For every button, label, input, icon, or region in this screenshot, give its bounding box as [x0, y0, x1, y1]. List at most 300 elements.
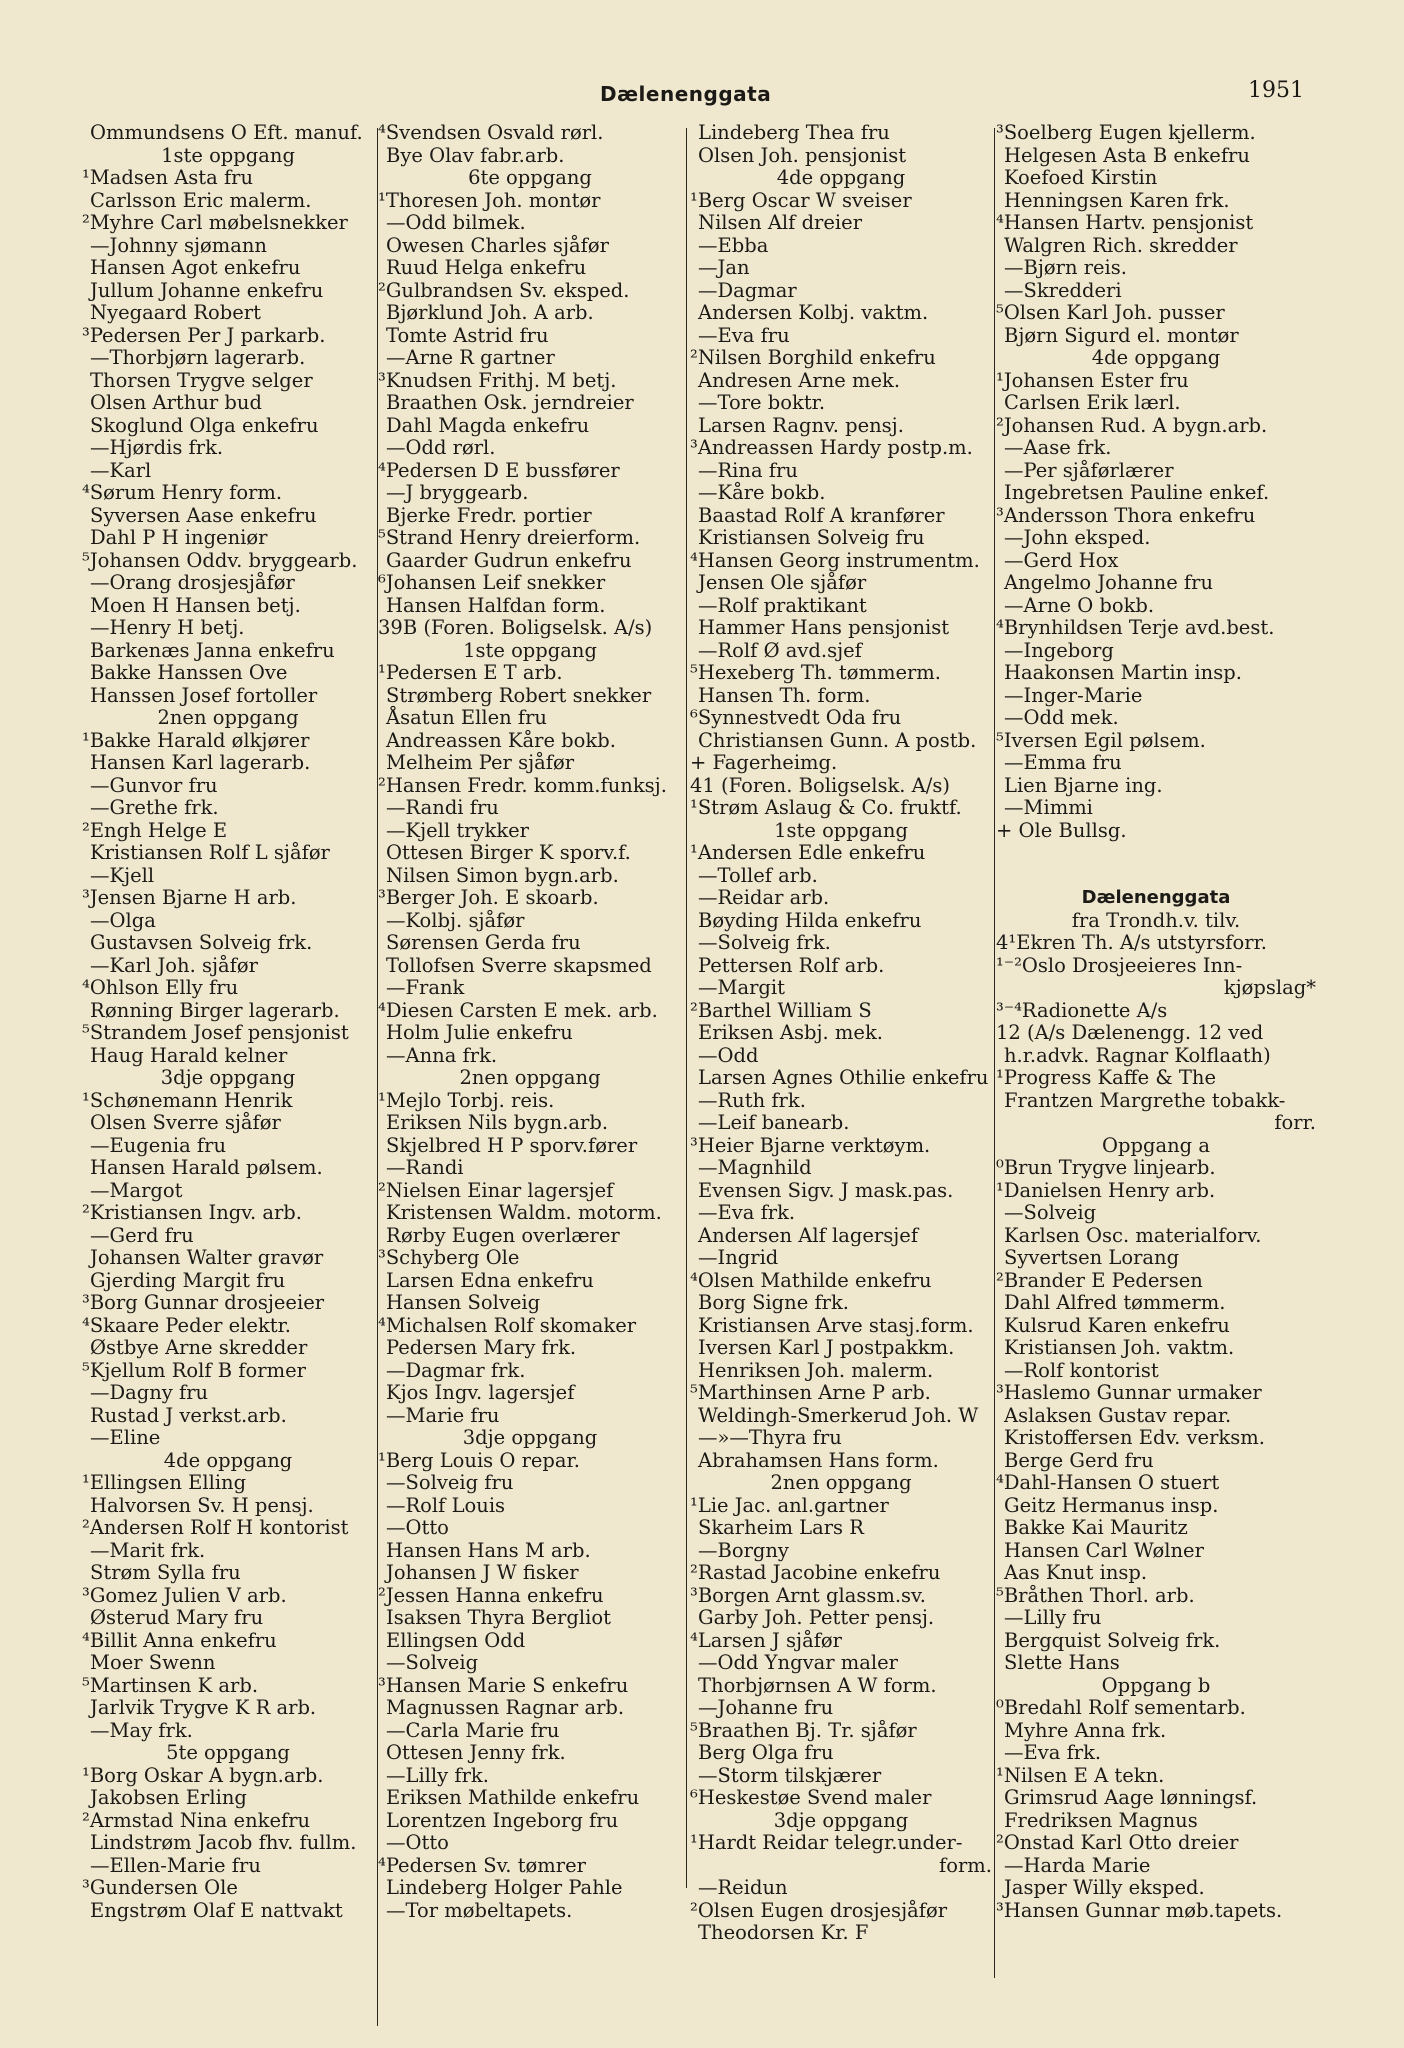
spacer: [996, 842, 1316, 865]
resident-entry: ⁶Heskestøe Svend maler: [690, 1786, 932, 1809]
resident-entry: Ommundsens O Eft. manuf.: [90, 122, 363, 144]
resident-entry: Lorentzen Ingeborg fru: [386, 1808, 619, 1832]
resident-entry: Rørby Eugen overlærer: [386, 1223, 620, 1247]
resident-entry: —»—Thyra fru: [698, 1426, 842, 1449]
resident-entry: Angelmo Johanne fru: [1004, 571, 1214, 594]
resident-entry: —Solveig: [386, 1651, 479, 1674]
resident-entry: ¹⁻²Oslo Drosjeeieres Inn-: [996, 953, 1243, 977]
resident-entry: Iversen Karl J postpakkm.: [698, 1336, 955, 1359]
resident-entry: Larsen Ragnv. pensj.: [698, 413, 904, 437]
column-divider: [994, 128, 995, 1978]
resident-entry: Kulsrud Karen enkefru: [1004, 1313, 1230, 1337]
resident-entry: Garby Joh. Petter pensj.: [698, 1606, 935, 1629]
resident-entry: Østerud Mary fru: [90, 1606, 264, 1629]
resident-entry: —Eva frk.: [1004, 1741, 1102, 1764]
resident-entry: Østbye Arne skredder: [90, 1336, 308, 1359]
resident-entry: ⁴Svendsen Osvald rørl.: [378, 122, 604, 144]
resident-entry: ²Barthel William S: [690, 998, 872, 1022]
resident-entry: ²Engh Helge E: [82, 818, 228, 842]
resident-entry: —Odd: [698, 1043, 759, 1067]
resident-entry: Ingebretsen Pauline enkef.: [1004, 481, 1270, 504]
resident-entry: —Gunvor fru: [90, 773, 218, 797]
resident-entry: Rønning Birger lagerarb.: [90, 998, 340, 1022]
resident-entry: Aas Knut insp.: [1004, 1561, 1148, 1584]
resident-entry: —Ruth frk.: [698, 1088, 806, 1112]
resident-entry: —Solveig fru: [386, 1471, 514, 1494]
resident-entry: Baastad Rolf A kranfører: [698, 503, 945, 527]
resident-entry: ³Gomez Julien V arb.: [82, 1583, 287, 1607]
resident-entry: ⁴Ohlson Elly fru: [82, 976, 239, 999]
resident-entry: Berg Olga fru: [698, 1741, 834, 1764]
resident-entry: ¹Berg Oscar W sveiser: [690, 188, 912, 212]
resident-entry: Walgren Rich. skredder: [1004, 233, 1238, 257]
directory-column-1: [82, 122, 374, 1922]
resident-entry: Tollofsen Sverre skapsmed: [386, 953, 652, 977]
resident-entry: Myhre Anna frk.: [1004, 1718, 1167, 1742]
resident-entry: Kristiansen Solveig fru: [698, 526, 925, 549]
resident-entry: ³Gundersen Ole: [82, 1876, 238, 1899]
resident-entry: Engstrøm Olaf E nattvakt: [90, 1898, 343, 1922]
resident-entry: Jasper Willy eksped.: [1004, 1876, 1205, 1899]
resident-entry: —Carla Marie fru: [386, 1718, 560, 1742]
resident-entry: Theodorsen Kr. F: [698, 1921, 869, 1944]
resident-entry: Kristoffersen Edv. verksm.: [1004, 1426, 1265, 1449]
resident-entry: —Kjell: [90, 863, 155, 887]
resident-entry: ³⁻⁴Radionette A/s: [996, 998, 1168, 1022]
resident-entry: ²Myhre Carl møbelsnekker: [82, 211, 348, 234]
resident-entry: Ellingsen Odd: [386, 1628, 526, 1652]
stairway-heading: 4de oppgang: [776, 166, 906, 189]
resident-entry: Skoglund Olga enkefru: [90, 413, 319, 437]
resident-entry: ⁴Michalsen Rolf skomaker: [378, 1313, 637, 1337]
resident-entry: Fredriksen Magnus: [1004, 1808, 1198, 1832]
resident-entry: ⁴Hansen Hartv. pensjonist: [996, 211, 1254, 234]
resident-entry: —Ellen-Marie fru: [90, 1853, 261, 1877]
resident-entry: Dahl P H ingeniør: [90, 526, 268, 549]
resident-entry: ³Borgen Arnt glassm.sv.: [690, 1583, 926, 1607]
resident-entry: —Kjell trykker: [386, 818, 529, 842]
resident-entry: Karlsen Osc. materialforv.: [1004, 1223, 1262, 1247]
resident-entry: Andreassen Kåre bokb.: [386, 728, 616, 752]
resident-entry: —Leif banearb.: [698, 1111, 850, 1134]
resident-entry: ⁴Diesen Carsten E mek. arb.: [378, 998, 658, 1022]
resident-entry: Carlsen Erik lærl.: [1004, 391, 1181, 414]
resident-entry: ⁴Pedersen D E bussfører: [378, 458, 620, 482]
resident-entry: ¹Schønemann Henrik: [82, 1088, 293, 1112]
resident-entry: ⁵Martinsen K arb.: [82, 1673, 259, 1697]
resident-entry: Bøyding Hilda enkefru: [698, 908, 922, 932]
spacer: [996, 865, 1316, 888]
resident-entry: ⁴Skaare Peder elektr.: [82, 1313, 291, 1337]
resident-entry: ⁴Hansen Georg instrumentm.: [690, 548, 980, 572]
resident-entry: ¹Ellingsen Elling: [82, 1471, 247, 1494]
resident-entry: Bjørn Sigurd el. montør: [1004, 323, 1239, 347]
resident-entry: Hansen Th. form.: [698, 683, 871, 707]
cross-street-marker: + Ole Bullsg.: [996, 818, 1127, 842]
resident-entry: —Storm tilskjærer: [698, 1763, 882, 1787]
resident-entry: Melheim Per sjåfør: [386, 751, 575, 774]
resident-entry: —Emma fru: [1004, 751, 1122, 774]
resident-entry: Gaarder Gudrun enkefru: [386, 548, 632, 572]
resident-entry: —John eksped.: [1004, 526, 1151, 549]
resident-entry: Dahl Magda enkefru: [386, 413, 590, 437]
resident-entry: ¹Madsen Asta fru: [82, 166, 254, 189]
resident-entry: —Magnhild: [698, 1156, 812, 1179]
resident-entry: —Harda Marie: [1004, 1853, 1151, 1877]
resident-entry: —Otto: [386, 1516, 449, 1539]
resident-entry: —Eugenia fru: [90, 1133, 227, 1157]
resident-entry: Gustavsen Solveig frk.: [90, 931, 313, 954]
resident-entry: —Olga: [90, 908, 156, 932]
stairway-heading: 1ste oppgang: [463, 638, 597, 662]
resident-entry: ³Pedersen Per J parkarb.: [82, 323, 326, 347]
resident-entry: —Randi fru: [386, 796, 499, 819]
resident-entry: Hansen Karl lagerarb.: [90, 751, 311, 774]
resident-entry: Weldingh-Smerkerud Joh. W: [698, 1403, 979, 1427]
resident-entry: Bye Olav fabr.arb.: [386, 143, 565, 167]
directory-column-2: [378, 122, 682, 1922]
resident-entry: Bjerke Fredr. portier: [386, 503, 592, 527]
resident-entry: ¹Strøm Aslaug & Co. fruktf.: [690, 796, 962, 819]
resident-entry: —Odd bilmek.: [386, 211, 526, 234]
stairway-heading: Oppgang a: [1102, 1133, 1210, 1157]
resident-entry: Abrahamsen Hans form.: [698, 1448, 939, 1472]
resident-entry: ⁴Billit Anna enkefru: [82, 1628, 277, 1652]
resident-entry: h.r.advk. Ragnar Kolflaath): [1004, 1043, 1271, 1067]
resident-entry: ³Knudsen Frithj. M betj.: [378, 368, 617, 392]
resident-entry: Lindeberg Thea fru: [698, 122, 890, 144]
resident-entry: —Skredderi: [1004, 278, 1122, 302]
resident-entry: ¹Progress Kaffe & The: [996, 1066, 1217, 1089]
resident-entry: ⁵Braathen Bj. Tr. sjåfør: [690, 1718, 917, 1742]
resident-entry: Hansen Halfdan form.: [386, 593, 606, 617]
resident-entry: —Odd rørl.: [386, 436, 496, 459]
resident-entry: ²Kristiansen Ingv. arb.: [82, 1201, 302, 1224]
resident-entry: Helgesen Asta B enkefru: [1004, 143, 1250, 167]
resident-entry: Thorsen Trygve selger: [90, 368, 313, 392]
resident-entry: Lien Bjarne ing.: [1004, 773, 1163, 797]
resident-entry: —Reidun: [698, 1876, 788, 1899]
resident-entry: ⁵Hexeberg Th. tømmerm.: [690, 661, 941, 684]
resident-entry: ⁵Kjellum Rolf B former: [82, 1358, 306, 1382]
resident-entry: ⁵Marthinsen Arne P arb.: [690, 1381, 931, 1404]
entry-continuation: forr.: [1274, 1111, 1316, 1134]
resident-entry: —Rina fru: [698, 458, 798, 482]
resident-entry: —Inger-Marie: [1004, 683, 1143, 707]
resident-entry: —Eline: [90, 1426, 161, 1449]
resident-entry: —Johanne fru: [698, 1696, 834, 1719]
resident-entry: —Anna frk.: [386, 1043, 498, 1067]
resident-entry: —Margit: [698, 976, 785, 999]
resident-entry: ²Armstad Nina enkefru: [82, 1808, 311, 1832]
resident-entry: Bergquist Solveig frk.: [1004, 1628, 1221, 1652]
resident-entry: —Tore boktr.: [698, 391, 826, 414]
resident-entry: —Otto: [386, 1831, 449, 1854]
resident-entry: —J bryggearb.: [386, 481, 529, 504]
resident-entry: —Eva fru: [698, 323, 790, 347]
resident-entry: ⁵Strandem Josef pensjonist: [82, 1021, 349, 1044]
resident-entry: ⁴Dahl-Hansen O stuert: [996, 1471, 1220, 1494]
resident-entry: Koefoed Kirstin: [1004, 166, 1158, 189]
resident-entry: Olsen Joh. pensjonist: [698, 143, 907, 167]
resident-entry: Berge Gerd fru: [1004, 1448, 1154, 1472]
resident-entry: Ottesen Birger K sporv.f.: [386, 841, 631, 864]
resident-entry: —Johnny sjømann: [90, 233, 267, 257]
resident-entry: —Odd mek.: [1004, 706, 1119, 729]
resident-entry: Braathen Osk. jerndreier: [386, 391, 634, 414]
stairway-heading: 4de oppgang: [163, 1448, 293, 1472]
resident-entry: Hansen Hans M arb.: [386, 1538, 591, 1562]
resident-entry: Nilsen Alf dreier: [698, 211, 863, 234]
resident-entry: —Henry H betj.: [90, 616, 245, 639]
resident-entry: Carlsson Eric malerm.: [90, 188, 312, 212]
resident-entry: Jensen Ole sjåfør: [698, 571, 867, 594]
resident-entry: ³Hansen Gunnar møb.tapets.: [996, 1898, 1283, 1922]
section-heading: Dælenenggata: [1081, 887, 1231, 908]
resident-entry: ⁶Johansen Leif snekker: [378, 571, 606, 594]
resident-entry: Grimsrud Aage lønningsf.: [1004, 1786, 1258, 1809]
resident-entry: —Arne O bokb.: [1004, 593, 1155, 617]
resident-entry: Strøm Sylla fru: [90, 1561, 241, 1584]
resident-entry: Syvertsen Lorang: [1004, 1246, 1180, 1269]
street-title: Dælenenggata: [600, 82, 772, 106]
resident-entry: ²Olsen Eugen drosjesjåfør: [690, 1898, 948, 1922]
resident-entry: Henriksen Joh. malerm.: [698, 1358, 934, 1382]
resident-entry: ¹Mejlo Torbj. reis.: [378, 1088, 555, 1112]
resident-entry: ⁴Larsen J sjåfør: [690, 1628, 842, 1652]
resident-entry: Nyegaard Robert: [90, 301, 261, 324]
resident-entry: Kristiansen Arve stasj.form.: [698, 1313, 974, 1337]
resident-entry: —Ingeborg: [1004, 638, 1114, 662]
resident-entry: ⁵Strand Henry dreierform.: [378, 526, 641, 549]
resident-entry: Geitz Hermanus insp.: [1004, 1493, 1219, 1517]
resident-entry: —May frk.: [90, 1718, 193, 1742]
page-number: 1951: [1248, 78, 1304, 103]
resident-entry: Aslaksen Gustav repar.: [1004, 1403, 1232, 1427]
resident-entry: Olsen Arthur bud: [90, 391, 262, 414]
resident-entry: Hansen Harald pølsem.: [90, 1156, 323, 1179]
resident-entry: ²Rastad Jacobine enkefru: [690, 1561, 941, 1584]
resident-entry: ³Hansen Marie S enkefru: [378, 1673, 629, 1697]
resident-entry: ⁴Pedersen Sv. tømrer: [378, 1853, 586, 1877]
resident-entry: —Rolf Louis: [386, 1493, 506, 1517]
resident-entry: —Arne R gartner: [386, 346, 555, 369]
stairway-heading: 1ste oppgang: [161, 143, 295, 167]
resident-entry: Andersen Kolbj. vaktm.: [698, 301, 929, 324]
resident-entry: ²Johansen Rud. A bygn.arb.: [996, 413, 1268, 437]
resident-entry: —Tor møbeltapets.: [386, 1898, 573, 1922]
resident-entry: ²Andersen Rolf H kontorist: [82, 1516, 349, 1539]
resident-entry: ¹Berg Louis O repar.: [378, 1448, 580, 1472]
resident-entry: Slette Hans: [1004, 1651, 1120, 1674]
resident-entry: Nilsen Simon bygn.arb.: [386, 863, 619, 887]
resident-entry: ³Jensen Bjarne H arb.: [82, 886, 297, 909]
resident-entry: —Thorbjørn lagerarb.: [90, 346, 306, 369]
resident-entry: —Marit frk.: [90, 1538, 206, 1562]
resident-entry: —Dagmar frk.: [386, 1358, 526, 1382]
column-divider: [686, 128, 687, 1888]
resident-entry: —Rolf praktikant: [698, 593, 867, 617]
resident-entry: Kristiansen Joh. vaktm.: [1004, 1336, 1235, 1359]
resident-entry: —Kolbj. sjåfør: [386, 908, 525, 932]
resident-entry: Bakke Hanssen Ove: [90, 661, 288, 684]
resident-entry: Ottesen Jenny frk.: [386, 1741, 566, 1764]
resident-entry: Larsen Agnes Othilie enkefru: [698, 1066, 989, 1089]
stairway-heading: 3dje oppgang: [160, 1066, 296, 1089]
resident-entry: ⁰Bredahl Rolf sementarb.: [996, 1696, 1246, 1719]
resident-entry: —Tollef arb.: [698, 863, 818, 887]
resident-entry: Eriksen Asbj. mek.: [698, 1021, 883, 1044]
resident-entry: ³Berger Joh. E skoarb.: [378, 886, 599, 909]
resident-entry: ¹Borg Oskar A bygn.arb.: [82, 1763, 324, 1787]
resident-entry: ²Brander E Pedersen: [996, 1268, 1203, 1292]
resident-entry: Owesen Charles sjåfør: [386, 233, 609, 257]
resident-entry: ³Schyberg Ole: [378, 1246, 520, 1269]
resident-entry: —Marie fru: [386, 1403, 500, 1427]
resident-entry: —Jan: [698, 256, 750, 279]
resident-entry: —Reidar arb.: [698, 886, 830, 909]
resident-entry: Jarlvik Trygve K R arb.: [90, 1696, 317, 1719]
stairway-heading: 6te oppgang: [468, 166, 592, 189]
resident-entry: —Margot: [90, 1178, 183, 1202]
resident-entry: Åsatun Ellen fru: [386, 706, 547, 729]
entry-continuation: form.: [939, 1853, 992, 1877]
resident-entry: —Ingrid: [698, 1246, 779, 1269]
directory-column-4: [996, 122, 1316, 1922]
resident-entry: Thorbjørnsen A W form.: [698, 1673, 937, 1697]
resident-entry: Ruud Helga enkefru: [386, 256, 587, 279]
resident-entry: Barkenæs Janna enkefru: [90, 638, 335, 662]
resident-entry: —Eva frk.: [698, 1201, 796, 1224]
resident-entry: Jullum Johanne enkefru: [90, 278, 324, 302]
resident-entry: Syversen Aase enkefru: [90, 503, 317, 527]
resident-entry: Hammer Hans pensjonist: [698, 616, 950, 639]
resident-entry: ⁵Johansen Oddv. bryggearb.: [82, 548, 358, 572]
resident-entry: Kjos Ingv. lagersjef: [386, 1381, 575, 1404]
resident-entry: —Lilly fru: [1004, 1606, 1102, 1629]
resident-entry: Kristensen Waldm. motorm.: [386, 1201, 662, 1224]
resident-entry: ²Jessen Hanna enkefru: [378, 1583, 604, 1607]
resident-entry: Bakke Kai Mauritz: [1004, 1516, 1188, 1539]
resident-entry: Holm Julie enkefru: [386, 1021, 573, 1044]
resident-entry: ¹Hardt Reidar telegr.under-: [690, 1831, 963, 1854]
resident-entry: ²Nilsen Borghild enkefru: [690, 346, 936, 369]
stairway-heading: Oppgang b: [1101, 1673, 1211, 1697]
resident-entry: ²Gulbrandsen Sv. eksped.: [378, 278, 630, 302]
resident-entry: —Grethe frk.: [90, 796, 219, 819]
resident-entry: Halvorsen Sv. H pensj.: [90, 1493, 314, 1517]
resident-entry: —Mimmi: [1004, 796, 1093, 819]
resident-entry: —Rolf Ø avd.sjef: [698, 638, 862, 662]
resident-entry: —Kåre bokb.: [698, 481, 826, 504]
resident-entry: —Solveig frk.: [698, 931, 831, 954]
resident-entry: Kristiansen Rolf L sjåfør: [90, 841, 330, 864]
resident-entry: Pedersen Mary frk.: [386, 1336, 577, 1359]
resident-entry: Skarheim Lars R: [698, 1516, 864, 1539]
resident-entry: —Randi: [386, 1156, 464, 1179]
resident-entry: ³Heier Bjarne verktøym.: [690, 1133, 931, 1157]
resident-entry: Evensen Sigv. J mask.pas.: [698, 1178, 954, 1202]
resident-entry: —Karl Joh. sjåfør: [90, 953, 258, 977]
resident-entry: ³Andersson Thora enkefru: [996, 503, 1256, 527]
resident-entry: Hansen Carl Wølner: [1004, 1538, 1204, 1562]
resident-entry: Andersen Alf lagersjef: [698, 1223, 919, 1247]
resident-entry: Sørensen Gerda fru: [386, 931, 581, 954]
resident-entry: 12 (A/s Dælenengg. 12 ved: [996, 1021, 1264, 1044]
resident-entry: —Frank: [386, 976, 465, 999]
resident-entry: Gjerding Margit fru: [90, 1268, 286, 1292]
resident-entry: —Orang drosjesjåfør: [90, 571, 295, 594]
stairway-heading: fra Trondh.v. tilv.: [1071, 908, 1241, 932]
stairway-heading: 2nen oppgang: [770, 1471, 912, 1494]
resident-entry: ¹Bakke Harald ølkjører: [82, 728, 310, 752]
resident-entry: Skjelbred H P sporv.fører: [386, 1133, 638, 1157]
resident-entry: —Ebba: [698, 233, 769, 257]
resident-entry: Hansen Solveig: [386, 1291, 541, 1314]
resident-entry: ¹Andersen Edle enkefru: [690, 841, 926, 864]
resident-entry: ²Nielsen Einar lagersjef: [378, 1178, 614, 1202]
resident-entry: ¹Johansen Ester fru: [996, 368, 1189, 392]
resident-entry: ⁶Synnestvedt Oda fru: [690, 706, 902, 729]
resident-entry: ⁵Bråthen Thorl. arb.: [996, 1583, 1195, 1607]
resident-entry: Moen H Hansen betj.: [90, 593, 301, 617]
stairway-heading: 1ste oppgang: [774, 818, 908, 842]
resident-entry: —Gerd fru: [90, 1223, 194, 1247]
resident-entry: Tomte Astrid fru: [386, 323, 549, 347]
resident-entry: —Dagmar: [698, 278, 797, 302]
resident-entry: Dahl Alfred tømmerm.: [1004, 1291, 1226, 1314]
resident-entry: —Per sjåførlærer: [1004, 458, 1174, 482]
resident-entry: Pettersen Rolf arb.: [698, 953, 885, 977]
stairway-heading: 2nen oppgang: [157, 706, 299, 729]
resident-entry: Frantzen Margrethe tobakk-: [1004, 1088, 1286, 1112]
resident-entry: 39B (Foren. Boligselsk. A/s): [378, 616, 653, 639]
resident-entry: Moer Swenn: [90, 1651, 216, 1674]
resident-entry: ¹Nilsen E A tekn.: [996, 1763, 1165, 1787]
resident-entry: ¹Danielsen Henry arb.: [996, 1178, 1216, 1202]
stairway-heading: 4de oppgang: [1091, 346, 1221, 369]
resident-entry: Jakobsen Erling: [90, 1786, 247, 1809]
resident-entry: Johansen Walter gravør: [90, 1246, 324, 1269]
resident-entry: 41 (Foren. Boligselsk. A/s): [690, 773, 950, 797]
directory-column-3: [690, 122, 992, 1945]
resident-entry: Lindeberg Holger Pahle: [386, 1876, 623, 1899]
resident-entry: ⁵Olsen Karl Joh. pusser: [996, 301, 1225, 324]
page-header: [0, 76, 1404, 116]
resident-entry: Larsen Edna enkefru: [386, 1268, 594, 1292]
resident-entry: Hanssen Josef fortoller: [90, 683, 318, 707]
resident-entry: ¹Pedersen E T arb.: [378, 661, 563, 684]
resident-entry: ³Soelberg Eugen kjellerm.: [996, 122, 1256, 144]
resident-entry: Olsen Sverre sjåfør: [90, 1111, 281, 1134]
resident-entry: ¹Lie Jac. anl.gartner: [690, 1493, 889, 1517]
resident-entry: Rustad J verkst.arb.: [90, 1403, 287, 1427]
resident-entry: —Odd Yngvar maler: [698, 1651, 898, 1674]
resident-entry: ²Onstad Karl Otto dreier: [996, 1831, 1239, 1854]
resident-entry: Haakonsen Martin insp.: [1004, 661, 1242, 684]
resident-entry: 4¹Ekren Th. A/s utstyrsforr.: [996, 931, 1267, 954]
resident-entry: ²Hansen Fredr. komm.funksj.: [378, 773, 667, 797]
resident-entry: ⁴Sørum Henry form.: [82, 481, 283, 504]
resident-entry: —Lilly frk.: [386, 1763, 489, 1787]
resident-entry: —Aase frk.: [1004, 436, 1112, 459]
resident-entry: Eriksen Nils bygn.arb.: [386, 1111, 609, 1134]
cross-street-marker: + Fagerheimg.: [690, 751, 838, 774]
resident-entry: Bjørklund Joh. A arb.: [386, 301, 594, 324]
resident-entry: Eriksen Mathilde enkefru: [386, 1786, 640, 1809]
resident-entry: —Hjørdis frk.: [90, 436, 224, 459]
resident-entry: Strømberg Robert snekker: [386, 683, 652, 707]
